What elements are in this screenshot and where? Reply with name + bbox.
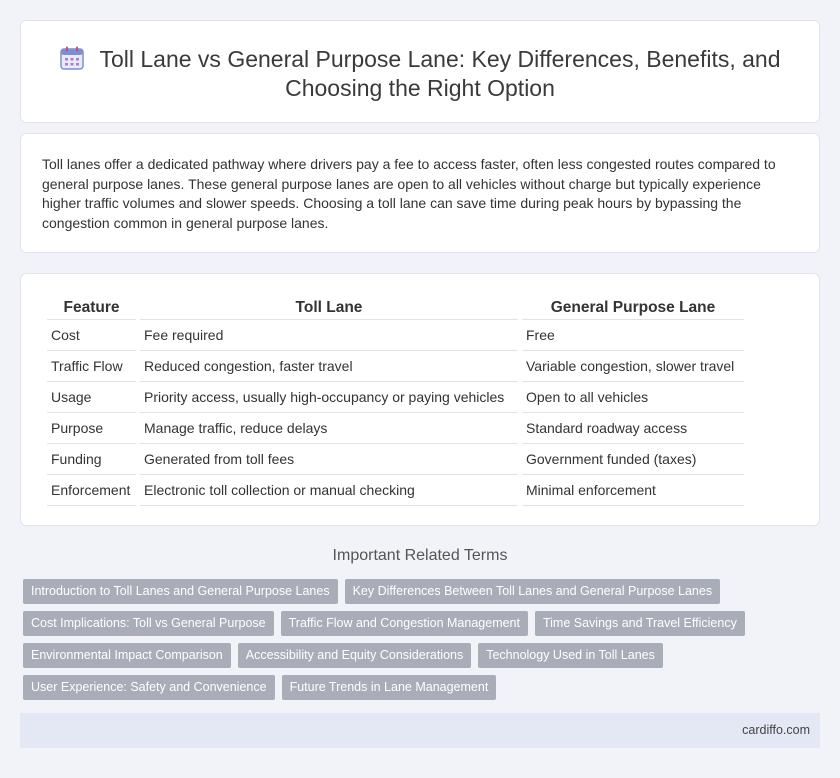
table-row [47,320,744,351]
related-tag[interactable]: Technology Used in Toll Lanes [478,643,663,668]
title-card [20,20,820,123]
intro-text: Toll lanes offer a dedicated pathway where drivers pay a fee to access faster, often less congested routes compared to general purpose lanes. These general purpose lanes are open to all vehicles without charge but typically experience higher traffic volumes and slower speeds. Choosing a toll lane can save time during peak hours by bypassing the congestion common in general purpose lanes. [42,156,776,231]
related-tag[interactable]: Environmental Impact Comparison [23,643,231,668]
page-title: Toll Lane vs General Purpose Lane: Key Differences, Benefits, and Choosing the Right Option [99,46,781,101]
cell-general: Standard roadway access [522,413,744,444]
footer [20,713,820,748]
table-row [47,382,744,413]
related-tag[interactable]: Traffic Flow and Congestion Management [281,611,528,636]
calendar-icon [59,45,85,71]
table-row [47,475,744,506]
cell-feature: Funding [47,444,136,475]
cell-toll: Fee required [140,320,518,351]
table-row [47,413,744,444]
header-feature: Feature [47,296,136,320]
related-tag[interactable]: Time Savings and Travel Efficiency [535,611,745,636]
cell-general: Government funded (taxes) [522,444,744,475]
cell-feature: Enforcement [47,475,136,506]
related-tag[interactable]: User Experience: Safety and Convenience [23,675,275,700]
related-tag[interactable]: Key Differences Between Toll Lanes and General Purpose Lanes [345,579,721,604]
table-row [47,444,744,475]
related-tag[interactable]: Accessibility and Equity Considerations [238,643,471,668]
table-row [47,351,744,382]
related-tags [23,579,823,707]
header-general-lane: General Purpose Lane [522,296,744,320]
table-header-row [47,296,744,320]
comparison-card [20,273,820,526]
intro-card [20,133,820,253]
cell-toll: Reduced congestion, faster travel [140,351,518,382]
footer-site-link[interactable]: cardiffo.com [742,723,810,737]
cell-general: Open to all vehicles [522,382,744,413]
cell-general: Minimal enforcement [522,475,744,506]
related-tag[interactable]: Future Trends in Lane Management [282,675,497,700]
cell-general: Free [522,320,744,351]
cell-toll: Generated from toll fees [140,444,518,475]
header-toll-lane: Toll Lane [140,296,518,320]
cell-feature: Traffic Flow [47,351,136,382]
related-tag[interactable]: Cost Implications: Toll vs General Purpose [23,611,274,636]
related-terms-title: Important Related Terms [332,547,508,564]
cell-general: Variable congestion, slower travel [522,351,744,382]
related-tag[interactable]: Introduction to Toll Lanes and General Purpose Lanes [23,579,338,604]
cell-toll: Priority access, usually high-occupancy or paying vehicles [140,382,518,413]
comparison-table [43,296,748,506]
page-title-wrap [51,45,789,103]
cell-feature: Purpose [47,413,136,444]
cell-feature: Usage [47,382,136,413]
cell-feature: Cost [47,320,136,351]
cell-toll: Electronic toll collection or manual checking [140,475,518,506]
cell-toll: Manage traffic, reduce delays [140,413,518,444]
